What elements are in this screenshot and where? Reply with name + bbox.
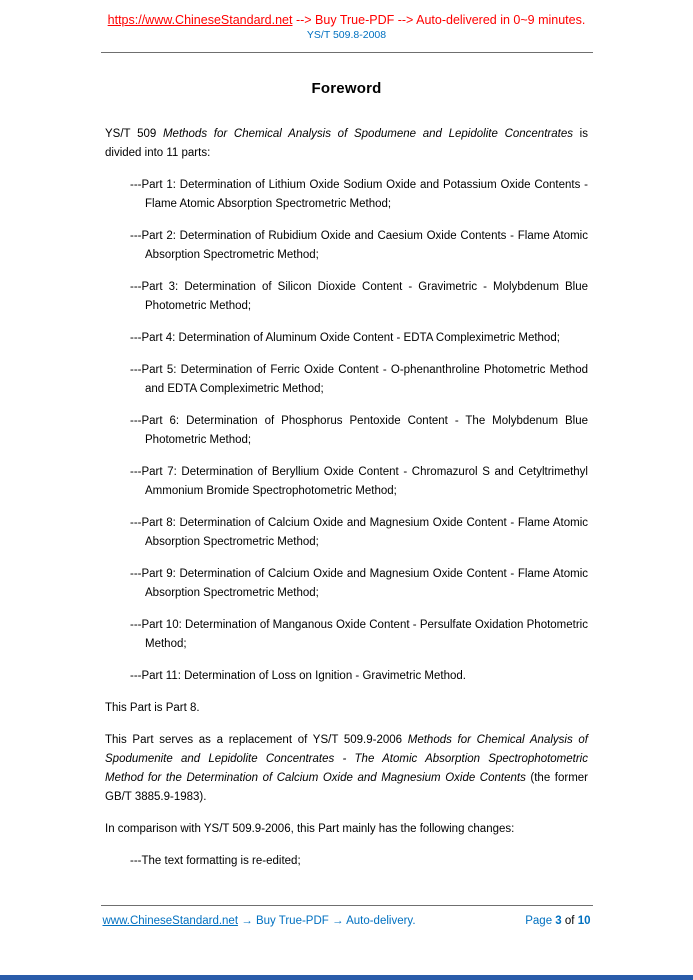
foreword-title: Foreword	[311, 80, 382, 97]
this-part-paragraph: This Part is Part 8.	[105, 702, 200, 714]
replaced-standard-title: Methods for Chemical Analysis of Spodumenite and Lepidolite Concentrates - The Atomic Absorption Spectrophotometric Method for the Determination of Calcium Oxide and Magnesium Oxide Contents	[105, 734, 588, 784]
intro-suffix: is divided into 11 parts:	[105, 128, 588, 159]
arrow-icon: →	[332, 915, 344, 927]
part-item-1: ---Part 1: Determination of Lithium Oxide Sodium Oxide and Potassium Oxide Contents - Flame Atomic Absorption Spectrometric Method;	[130, 179, 588, 210]
header-divider	[101, 52, 593, 53]
footer-link[interactable]: www.ChineseStandard.net	[102, 915, 239, 927]
part-item-10: ---Part 10: Determination of Manganous Oxide Content - Persulfate Oxidation Photometric Method;	[130, 619, 588, 650]
total-page-number: 10	[577, 915, 591, 927]
arrow-icon: →	[241, 915, 253, 927]
part-item-7: ---Part 7: Determination of Beryllium Oxide Content - Chromazurol S and Cetyltrimethyl Ammonium Bromide Spectrophotometric Method;	[130, 466, 588, 497]
intro-prefix: YS/T 509	[105, 128, 163, 140]
promo-text: --> Buy True-PDF --> Auto-delivered in 0~9 minutes.	[292, 13, 586, 27]
replacement-paragraph	[105, 731, 588, 807]
page-indicator	[525, 915, 590, 927]
part-item-3: ---Part 3: Determination of Silicon Dioxide Content - Gravimetric - Molybdenum Blue Photometric Method;	[130, 281, 588, 312]
footer-buy-text: Buy True-PDF	[255, 915, 329, 927]
comparison-paragraph: In comparison with YS/T 509.9-2006, this Part mainly has the following changes:	[105, 823, 515, 835]
footer-divider	[101, 905, 593, 906]
parts-list	[105, 176, 588, 686]
page-footer	[0, 905, 693, 927]
footer-delivery-text: Auto-delivery.	[346, 915, 416, 927]
footer-promo	[103, 915, 416, 927]
doc-code: YS/T 509.8-2008	[306, 29, 387, 41]
of-label: of	[564, 915, 575, 927]
page-label: Page	[525, 915, 553, 927]
part-item-4: ---Part 4: Determination of Aluminum Oxide Content - EDTA Compleximetric Method;	[130, 332, 560, 344]
intro-paragraph	[105, 125, 588, 163]
part-item-6: ---Part 6: Determination of Phosphorus Pentoxide Content - The Molybdenum Blue Photometric Method;	[130, 415, 588, 446]
replacement-prefix: This Part serves as a replacement of YS/T 509.9-2006	[105, 734, 408, 746]
part-item-5: ---Part 5: Determination of Ferric Oxide Content - O-phenanthroline Photometric Method and EDTA Compleximetric Method;	[130, 364, 588, 395]
part-item-9: ---Part 9: Determination of Calcium Oxide and Magnesium Oxide Content - Flame Atomic Absorption Spectrometric Method;	[130, 568, 588, 599]
current-page-number: 3	[555, 915, 562, 927]
change-item-1: ---The text formatting is re-edited;	[130, 855, 301, 867]
part-item-11: ---Part 11: Determination of Loss on Ignition - Gravimetric Method.	[130, 670, 466, 682]
intro-standard-title: Methods for Chemical Analysis of Spodumene and Lepidolite Concentrates	[162, 128, 573, 140]
promo-banner	[0, 0, 693, 28]
page-edge-bar	[0, 975, 693, 980]
part-item-8: ---Part 8: Determination of Calcium Oxide and Magnesium Oxide Content - Flame Atomic Absorption Spectrometric Method;	[130, 517, 588, 548]
footer-row	[103, 915, 591, 927]
document-body	[0, 125, 693, 871]
replacement-suffix: (the former GB/T 3885.9-1983).	[105, 772, 589, 803]
promo-link[interactable]: https://www.ChineseStandard.net	[107, 13, 293, 27]
part-item-2: ---Part 2: Determination of Rubidium Oxide and Caesium Oxide Contents - Flame Atomic Absorption Spectrometric Method;	[130, 230, 588, 261]
